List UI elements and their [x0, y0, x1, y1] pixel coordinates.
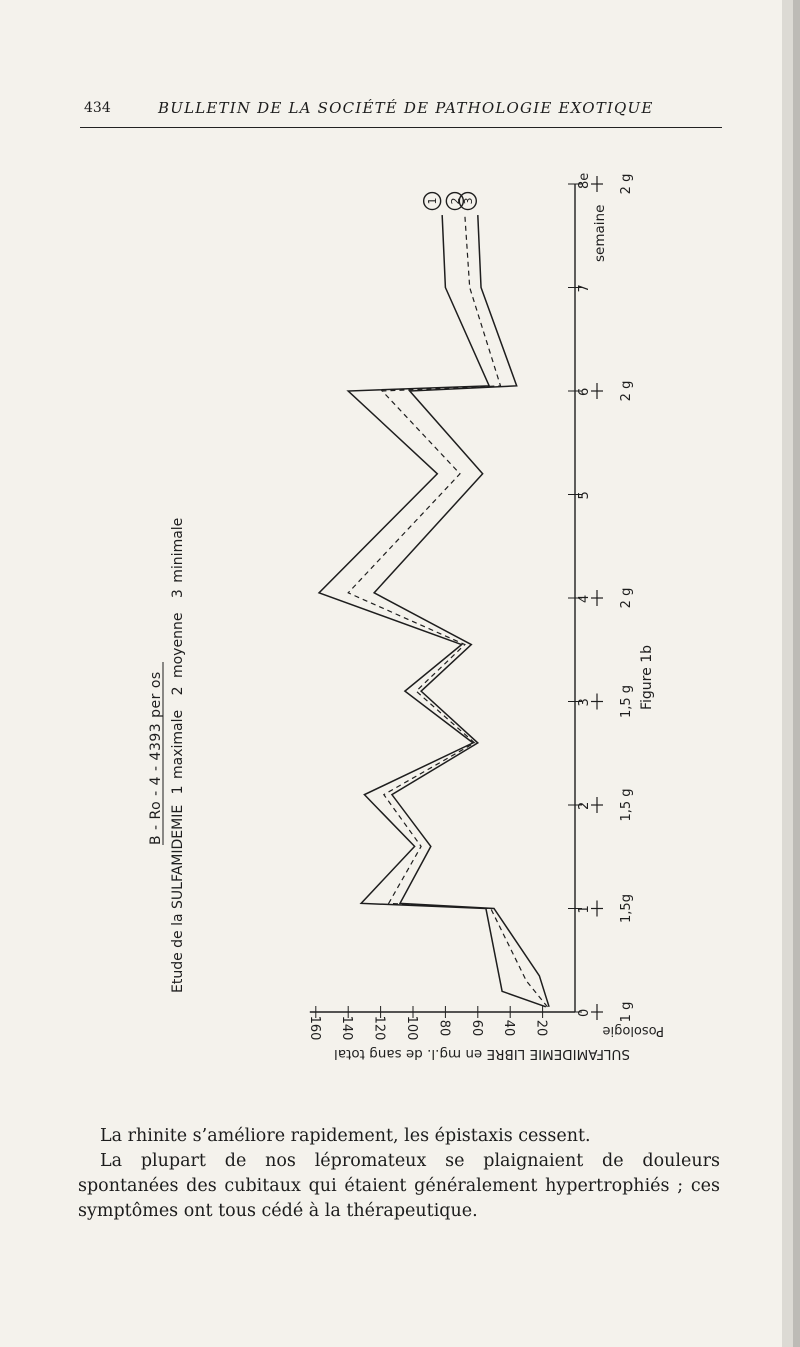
running-title: BULLETIN DE LA SOCIÉTÉ DE PATHOLOGIE EXOTIQUE — [158, 99, 654, 117]
week-tick-label-6: 6 — [577, 387, 592, 396]
week-tick-label-2: 2 — [577, 801, 592, 810]
value-tick-label-7: 160 — [306, 1015, 322, 1041]
week-label: semaine — [592, 204, 608, 262]
page-number: 434 — [84, 100, 111, 116]
dose-label-4: 2 g — [619, 587, 634, 609]
legend-num-3: 3 — [170, 589, 186, 599]
posology-label: Posologie — [602, 1023, 664, 1038]
legend-num-2: 2 — [170, 686, 186, 696]
week-tick-label-5: 5 — [577, 491, 592, 500]
compound-label: B - Ro - 4 - 4393 per os — [148, 671, 164, 845]
dose-label-5: 2 g — [619, 380, 634, 402]
value-tick-label-6: 140 — [339, 1015, 355, 1041]
legend-label-2: moyenne — [170, 612, 186, 679]
value-tick-label-5: 120 — [371, 1015, 387, 1041]
legend-label-1: maximale — [170, 709, 186, 779]
series-end-label-1: 1 — [426, 197, 440, 205]
y-axis-label: SULFAMIDEMIE LIBRE en mg.l. de sang total — [334, 1046, 630, 1062]
week-tick-label-8: 8e — [577, 172, 592, 189]
legend-label-3: minimale — [170, 517, 186, 583]
plot-area — [307, 173, 634, 1041]
paragraph-1: La rhinite s’améliore rapidement, les épistaxis cessent. — [100, 1126, 591, 1146]
series-line-3 — [374, 215, 549, 1007]
body-text — [78, 1124, 720, 1224]
week-tick-label-3: 3 — [577, 698, 592, 707]
dose-label-2: 1,5 g — [619, 788, 634, 822]
legend-num-1: 1 — [170, 785, 186, 795]
series-line-2 — [348, 215, 547, 1007]
figure-title: Etude de la SULFAMIDEMIE 1 maximale 2 moyenne 3 minimale — [170, 517, 186, 993]
figure-caption: Figure 1b — [639, 645, 655, 710]
dose-label-6: 2 g — [619, 173, 634, 195]
value-tick-label-0: 20 — [533, 1019, 549, 1037]
series-line-1 — [319, 215, 546, 1007]
paragraph-2: La plupart de nos lépromateux se plaignaient de douleurs spontanées des cubitaux qui étaient généralement hypertrophiés ; ces symptômes ont tous cédé à la thérapeutique. — [78, 1151, 720, 1221]
dose-label-1: 1,5g — [619, 894, 634, 923]
series-end-label-2: 2 — [448, 197, 462, 205]
series-end-label-3: 3 — [461, 197, 475, 205]
week-tick-label-0: 0 — [577, 1008, 592, 1017]
week-tick-label-1: 1 — [577, 905, 592, 914]
value-tick-label-3: 80 — [436, 1019, 452, 1037]
value-tick-label-4: 100 — [404, 1015, 419, 1041]
dose-label-3: 1,5 g — [619, 684, 634, 719]
dose-label-0: 1 g — [619, 1001, 634, 1023]
value-tick-label-2: 60 — [468, 1019, 484, 1037]
week-tick-label-7: 7 — [577, 284, 592, 293]
value-tick-label-1: 40 — [501, 1019, 517, 1037]
week-tick-label-4: 4 — [577, 594, 592, 603]
